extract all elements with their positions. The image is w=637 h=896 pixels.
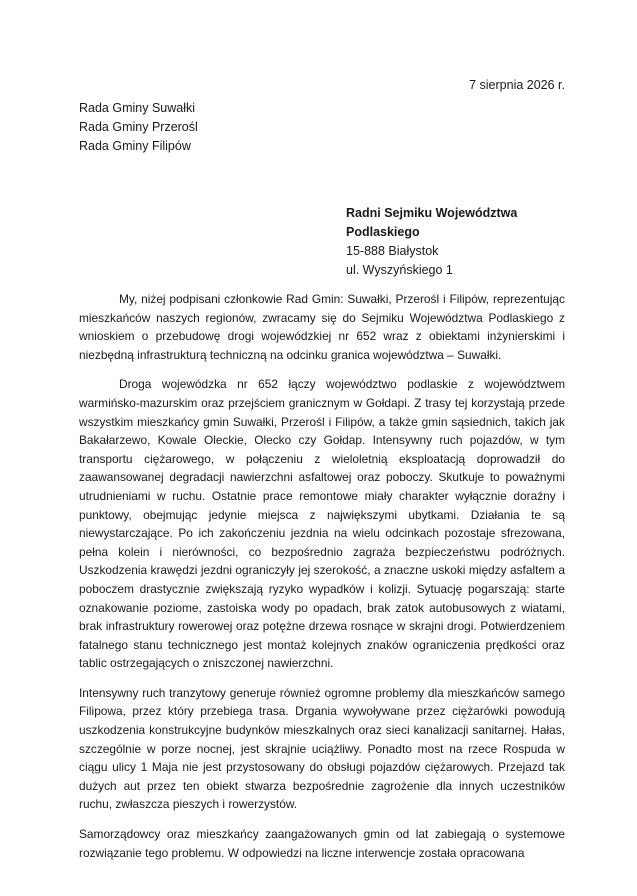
recipient-block — [346, 204, 517, 280]
body-paragraph: Intensywny ruch tranzytowy generuje również ogromne problemy dla mieszkańców samego Filipowa, przez który przebiega trasa. Drgania wywoływane przez ciężarówki powodują uszkodzenia konstrukcyjne budynków mieszkalnych oraz sieci kanalizacji sanitarnej. Hałas, szczególnie w porze nocnej, jest skrajnie uciążliwy. Ponadto most na rzece Rospuda w ciągu ulicy 1 Maja nie jest przystosowany do obsługi pojazdów ciężarowych. Przejazd tak dużych aut przez ten obiekt stwarza bezpośrednie zagrożenie dla innych uczestników ruchu, zwłaszcza pieszych i rowerzystów. — [79, 685, 565, 812]
letter-body — [79, 290, 565, 862]
body-paragraph: My, niżej podpisani członkowie Rad Gmin: Suwałki, Przerośl i Filipów, reprezentując mieszkańców naszych regionów, zwracamy się do Sejmiku Województwa Podlaskiego z wnioskiem o przebudowę drogi wojewódzkiej nr 652 wraz z obiektami inżynierskimi i niezbędną infrastrukturą techniczną na odcinku granica województwa – Suwałki. — [79, 292, 565, 362]
recipient-name-line1: Radni Sejmiku Województwa — [346, 206, 518, 220]
body-paragraph: Droga wojewódzka nr 652 łączy województwo podlaskie z województwem warmińsko-mazurskim oraz przejściem granicznym w Gołdapi. Z trasy tej korzystają przede wszystkim mieszkańcy gmin Suwałki, Przerośl i Filipów, a także gmin sąsiednich, takich jak Bakałarzewo, Kowale Oleckie, Olecko czy Gołdap. Intensywny ruch pojazdów, w tym transportu ciężarowego, w połączeniu z wieloletnią eksploatacją doprowadził do zaawansowanej degradacji nawierzchni asfaltowej oraz poboczy. Skutkuje to poważnymi utrudnieniami w ruchu. Ostatnie prace remontowe miały charakter wyłącznie doraźny i punktowy, obejmując jedynie miejsca z największymi ubytkami. Działania te są niewystarczające. Po ich zakończeniu jezdnia na wielu odcinkach pozostaje sfrezowana, pełna kolein i nierówności, co bezpośrednio zagraża bezpieczeństwu podróżnych. Uszkodzenia krawędzi jezdni ograniczyły jej szerokość, a znaczne uskoki między asfaltem a poboczem drastycznie zwiększają ryzyko wypadków i kolizji. Sytuację pogarszają: starte oznakowanie poziome, zastoiska wody po opadach, brak zatok autobusowych z wiatami, brak infrastruktury rowerowej oraz potężne drzewa rosnące w skrajni drogi. Potwierdzeniem fatalnego stanu technicznego jest montaż kolejnych znaków ograniczenia prędkości oraz tablic ostrzegających o zniszczonej nawierzchni. — [79, 377, 565, 671]
body-paragraph: Samorządowcy oraz mieszkańcy zaangażowanych gmin od lat zabiegają o systemowe rozwiązanie tego problemu. W odpowiedzi na liczne interwencje została opracowana — [79, 827, 565, 860]
sender-line: Rada Gminy Filipów — [79, 139, 191, 153]
sender-line: Rada Gminy Suwałki — [79, 101, 196, 115]
letter-date: 7 sierpnia 2026 r. — [469, 78, 565, 92]
recipient-address-line2: ul. Wyszyńskiego 1 — [346, 263, 453, 277]
recipient-name-line2: Podlaskiego — [346, 225, 420, 239]
sender-line: Rada Gminy Przerośl — [79, 120, 198, 134]
senders-block — [79, 99, 198, 156]
recipient-address-line1: 15-888 Białystok — [346, 244, 439, 258]
